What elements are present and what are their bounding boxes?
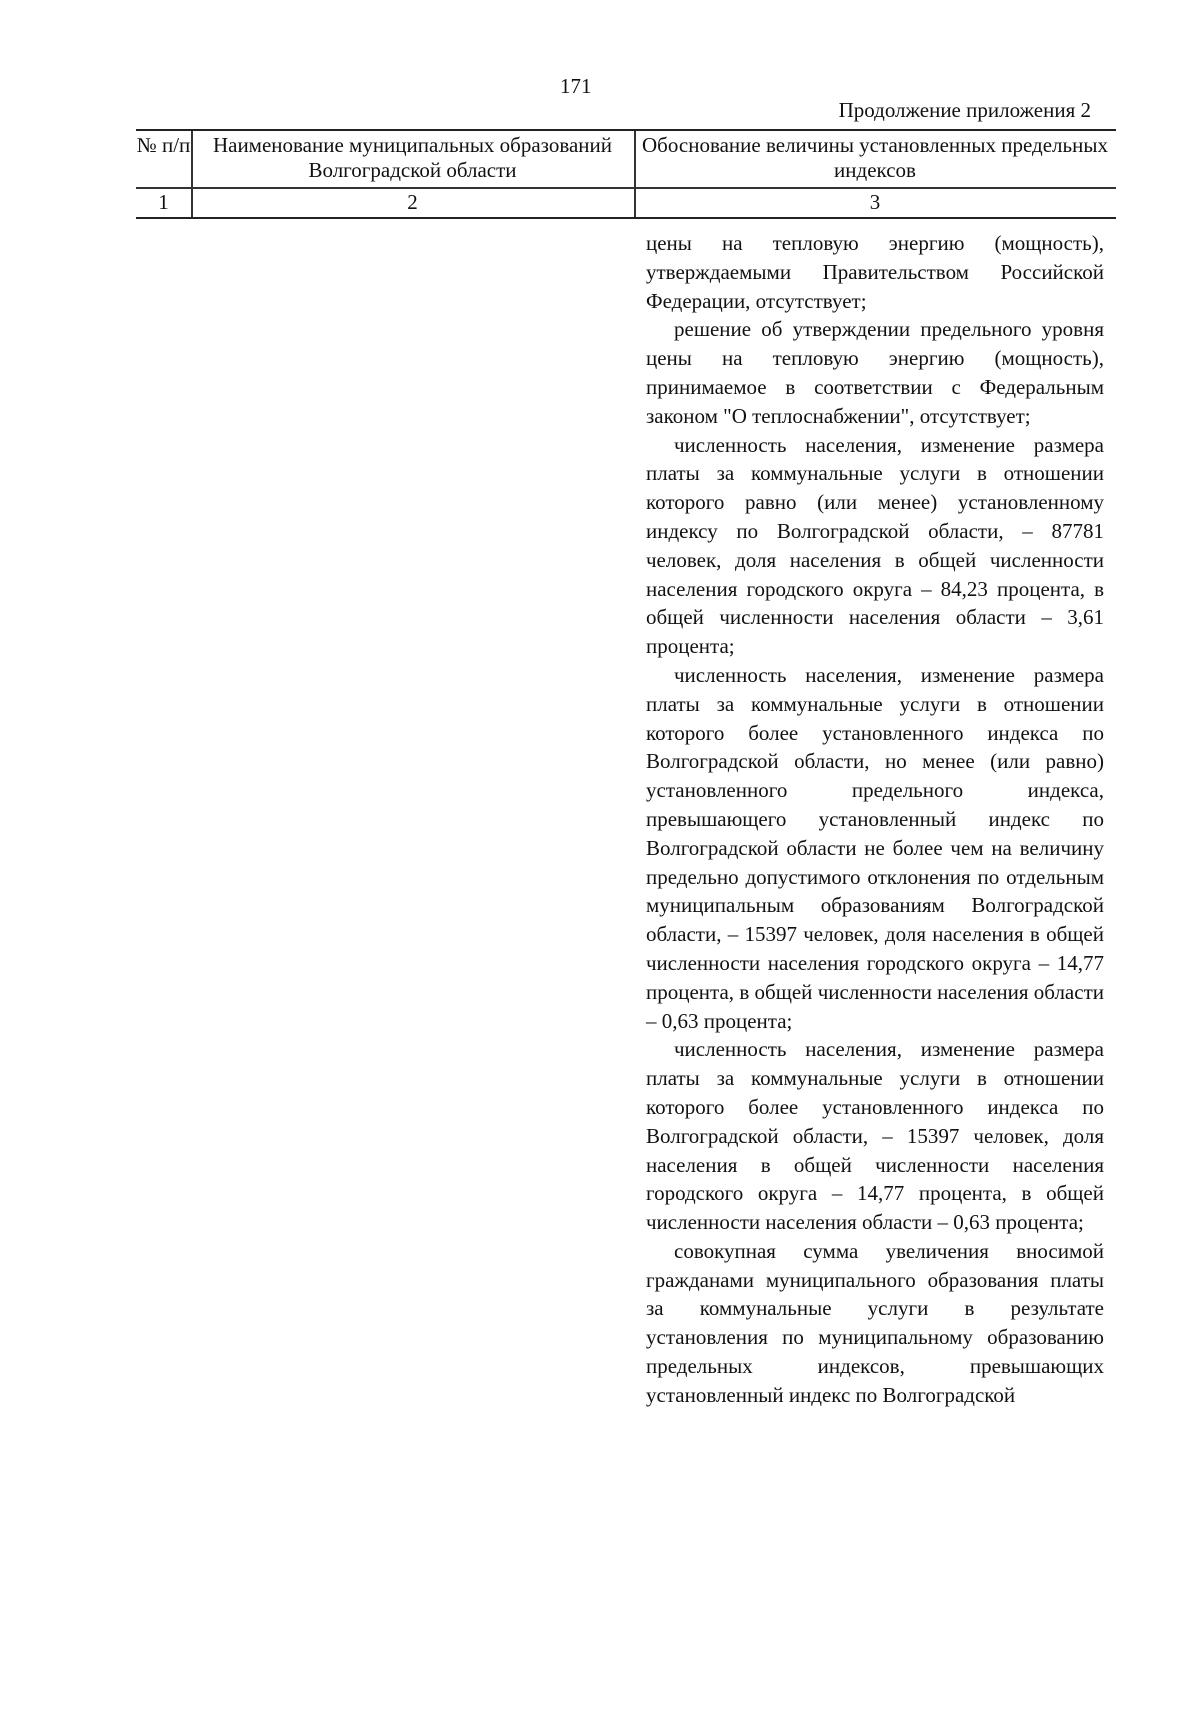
column-number-1: 1 [158,190,169,214]
paragraph-heat-price: цены на тепловую энергию (мощность), утверждаемыми Правительством Российской Федерации, отсутствует; [646,231,1104,313]
header-col-municipality: Наименование муниципальных образований Волгоградской области [212,133,613,182]
paragraph-price-level-decision: решение об утверждении предельного уровня цены на тепловую энергию (мощность), принимаемое в соответствии с Федеральным законом "О теплоснабжении", отсутствует; [646,317,1104,428]
justification-column-text [646,229,1104,1410]
paragraph-population-within-deviation: численность населения, изменение размера платы за коммунальные услуги в отношении которого более установленного индекса по Волгоградской области, но менее (или равно) установленного предельного индекса, превышающего установленный индекс по Волгоградской области не более чем на величину предельно допустимого отклонения по отдельным муниципальным образованиям Волгоградской области, – 15397 человек, доля населения в общей численности населения городского округа – 14,77 процента, в общей численности населения области – 0,63 процента; [646,662,1104,1033]
appendix-continuation-label: Продолжение приложения 2 [838,98,1091,122]
page-number: 171 [560,74,592,98]
column-number-2: 2 [407,190,418,214]
header-col-number: № п/п [136,133,191,157]
header-col-justification: Обоснование величины установленных предельных индексов [642,133,1108,182]
paragraph-population-equal-index: численность населения, изменение размера платы за коммунальные услуги в отношении которого равно (или менее) установленному индексу по Волгоградской области, – 87781 человек, доля населения в общей численности населения городского округа – 84,23 процента, в общей численности населения области – 3,61 процента; [646,432,1104,659]
paragraph-total-increase: совокупная сумма увеличения вносимой гражданами муниципального образования платы за коммунальные услуги в результате установления по муниципальному образованию предельных индексов, превышающих установленный индекс по Волгоградской [646,1238,1104,1407]
header-divider [136,187,1116,189]
column-number-3: 3 [869,190,881,214]
paragraph-population-above-index: численность населения, изменение размера платы за коммунальные услуги в отношении которого более установленного индекса по Волгоградской области, – 15397 человек, доля населения в общей численности населения городского округа – 14,77 процента, в общей численности населения области – 0,63 процента; [646,1037,1104,1235]
